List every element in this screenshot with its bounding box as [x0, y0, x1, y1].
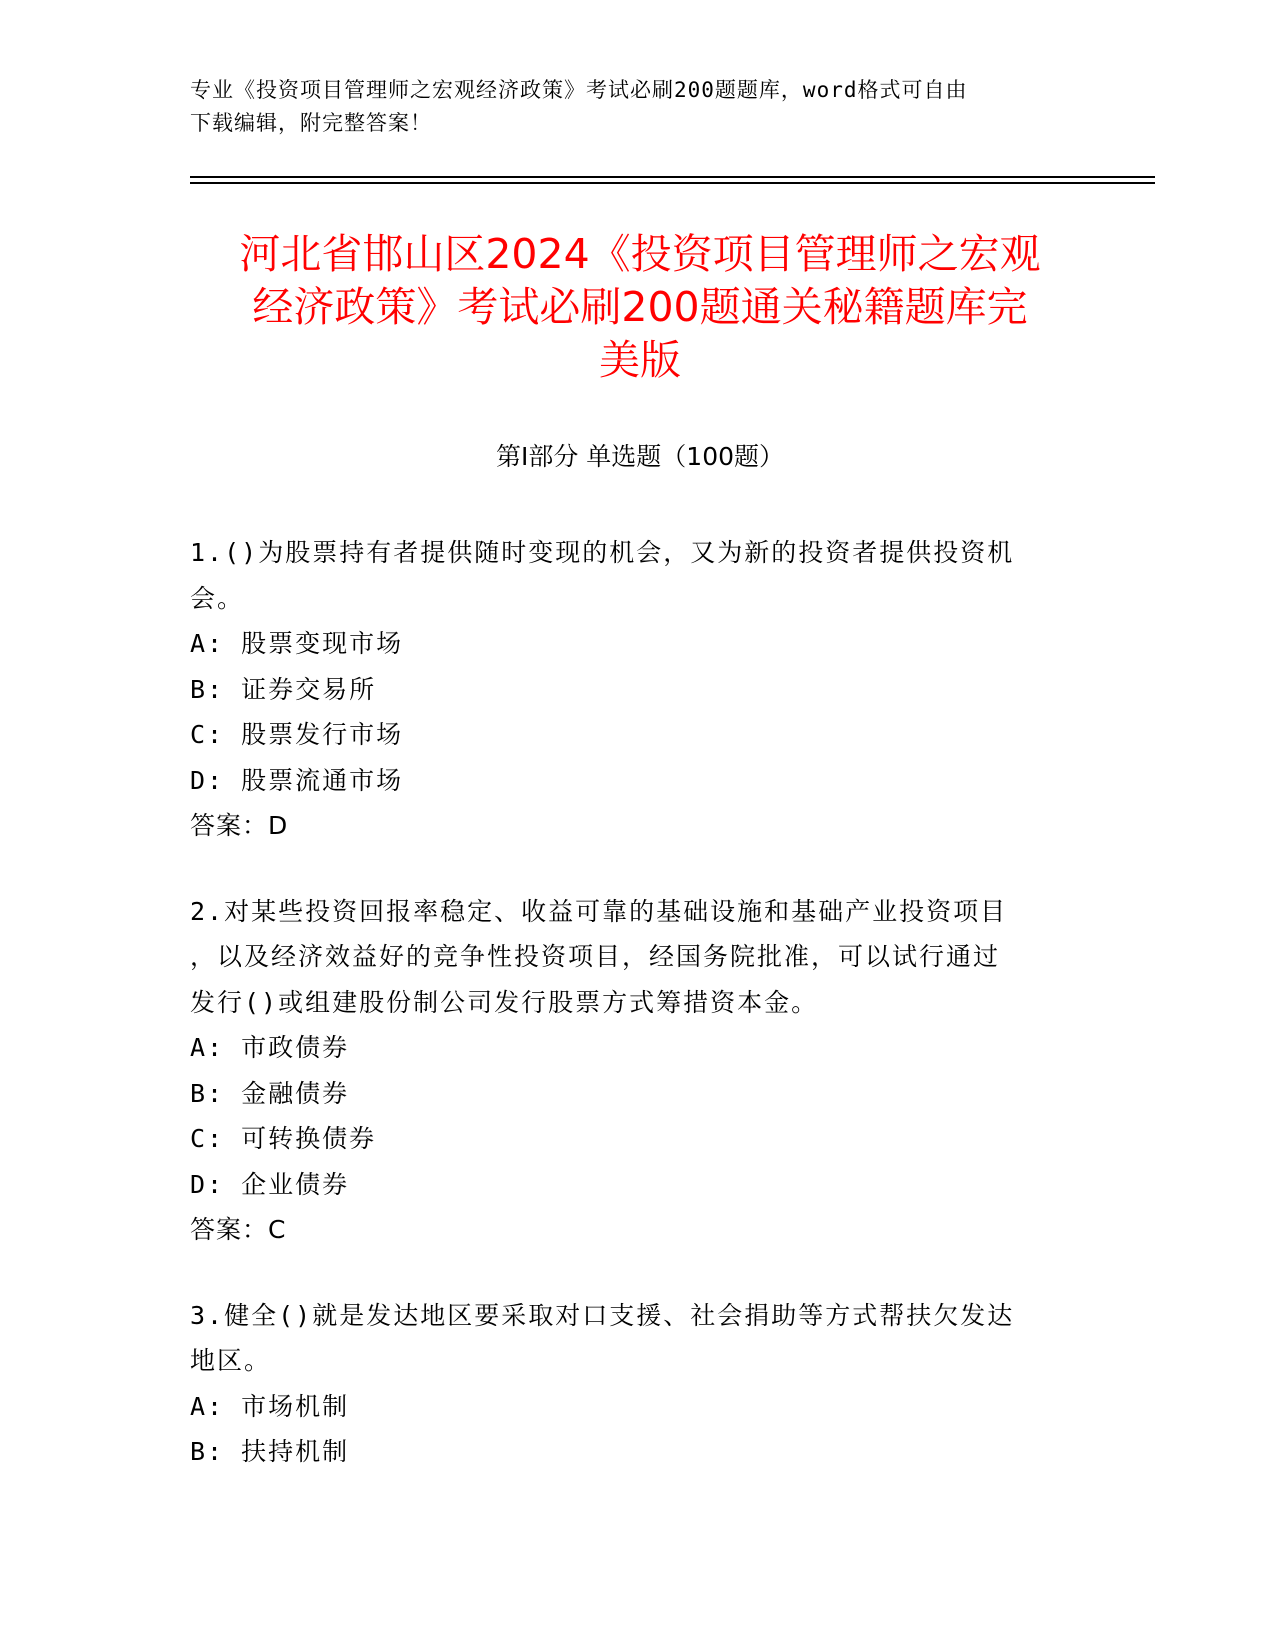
document-title — [180, 228, 1100, 387]
question-3 — [190, 1293, 1070, 1475]
question-stem: 1.()为股票持有者提供随时变现的机会，又为新的投资者提供投资机 — [190, 538, 1015, 567]
option-b: B: 证券交易所 — [190, 674, 377, 704]
option-b: B: 金融债券 — [190, 1078, 350, 1108]
option-a: A: 市场机制 — [190, 1391, 350, 1421]
question-stem: 会。 — [190, 583, 245, 613]
header-note-line: 下载编辑，附完整答案！ — [190, 111, 432, 135]
option-a: A: 市政债券 — [190, 1033, 350, 1062]
header-note — [190, 74, 1070, 140]
question-list — [190, 530, 1070, 1515]
option-d: D: 企业债券 — [190, 1169, 350, 1199]
header-note-line: 专业《投资项目管理师之宏观经济政策》考试必刷200题题库，word格式可自由 — [190, 78, 968, 102]
header-divider — [190, 182, 1155, 184]
question-stem: 发行()或组建股份制公司发行股票方式筹措资本金。 — [190, 987, 819, 1017]
question-stem: 3.健全()就是发达地区要采取对口支援、社会捐助等方式帮扶欠发达 — [190, 1300, 1015, 1330]
answer: 答案：D — [190, 811, 289, 840]
option-c: C: 股票发行市场 — [190, 720, 404, 749]
option-c: C: 可转换债券 — [190, 1124, 377, 1153]
question-2 — [190, 889, 1070, 1253]
title-line: 经济政策》考试必刷200题通关秘籍题库完 — [252, 283, 1028, 331]
section-heading: 第Ⅰ部分 单选题（100题） — [495, 442, 785, 471]
question-stem: 地区。 — [190, 1346, 272, 1375]
question-1 — [190, 530, 1070, 849]
option-d: D: 股票流通市场 — [190, 765, 404, 795]
question-stem: ，以及经济效益好的竞争性投资项目，经国务院批准，可以试行通过 — [190, 942, 1001, 971]
question-stem: 2.对某些投资回报率稳定、收益可靠的基础设施和基础产业投资项目 — [190, 896, 1008, 926]
option-a: A: 股票变现市场 — [190, 629, 404, 658]
answer: 答案：C — [190, 1215, 287, 1244]
option-b: B: 扶持机制 — [190, 1437, 350, 1466]
title-line: 美版 — [599, 336, 681, 384]
title-line: 河北省邯山区2024《投资项目管理师之宏观 — [239, 230, 1041, 278]
header-divider — [190, 176, 1155, 178]
